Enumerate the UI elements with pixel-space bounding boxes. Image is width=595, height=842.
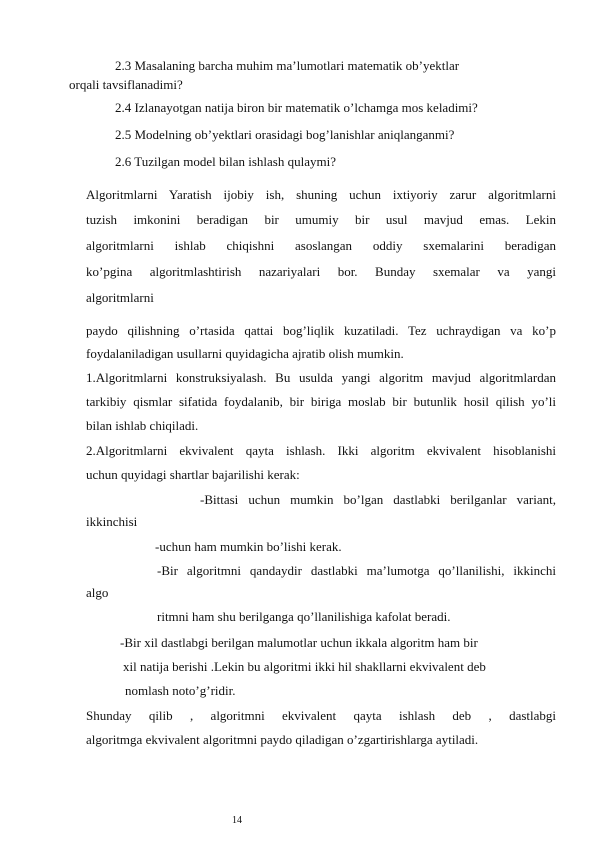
intro-line-2: tuzish imkonini beradigan bir umumiy bir usul mavjud emas. Lekin bbox=[86, 212, 556, 227]
question-2-3-cont: orqali tavsiflanadimi? bbox=[69, 77, 183, 92]
item2-condition-1: -Bittasi uchun mumkin bo’lgan dastlabki berilganlar variant, bbox=[200, 492, 556, 507]
intro-line-6: paydo qilishning o’rtasida qattai bog’liqlik kuzatiladi. Tez uchraydigan va ko’p bbox=[86, 323, 556, 338]
item2-condition-1-cont: ikkinchisi bbox=[86, 514, 138, 529]
item2-condition-2-end: ritmni ham shu berilganga qo’llanilishiga kafolat beradi. bbox=[157, 609, 451, 624]
item2-condition-3-cont: xil natija berishi .Lekin bu algoritmi ikki hil shakllarni ekvivalent deb bbox=[123, 659, 486, 674]
item1-line-2: tarkibiy qismlar sifatida foydalanib, bir biriga moslab bir butunlik hosil qilish yo’li bbox=[86, 394, 556, 409]
intro-line-4: ko’pgina algoritmlashtirish nazariyalari bor. Bunday sxemalar va yangi bbox=[86, 264, 556, 279]
item2-condition-2: -Bir algoritmni qandaydir dastlabki ma’lumotga qo’llanilishi, ikkinchi bbox=[157, 563, 556, 578]
item1-line-3: bilan ishlab chiqiladi. bbox=[86, 418, 199, 433]
item2-condition-3-end: nomlash noto’g’ridir. bbox=[125, 683, 236, 698]
item2-condition-1-end: -uchun ham mumkin bo’lishi kerak. bbox=[155, 539, 342, 554]
question-2-5: 2.5 Modelning ob’yektlari orasidagi bog’lanishlar aniqlanganmi? bbox=[115, 127, 455, 142]
item2-line-1: 2.Algoritmlarni ekvivalent qayta ishlash. Ikki algoritm ekvivalent hisoblanishi bbox=[86, 443, 556, 458]
question-2-3: 2.3 Masalaning barcha muhim ma’lumotlari matematik ob’yektlar bbox=[115, 58, 460, 73]
question-2-4: 2.4 Izlanayotgan natija biron bir matematik o’lchamga mos keladimi? bbox=[115, 100, 478, 115]
item1-line-1: 1.Algoritmlarni konstruksiyalash. Bu usulda yangi algoritm mavjud algoritmlardan bbox=[86, 370, 556, 385]
intro-line-1: Algoritmlarni Yaratish ijobiy ish, shuning uchun ixtiyoriy zarur algoritmlarni bbox=[86, 187, 556, 202]
intro-line-3: algoritmlarni ishlab chiqishni asoslangan oddiy sxemalarini beradigan bbox=[86, 238, 556, 253]
conclusion-line-1: Shunday qilib , algoritmni ekvivalent qayta ishlash deb , dastlabgi bbox=[86, 708, 556, 723]
item2-condition-2-cont: algo bbox=[86, 585, 109, 600]
intro-line-7: foydalaniladigan usullarni quyidagicha ajratib olish mumkin. bbox=[86, 346, 404, 361]
intro-line-5: algoritmlarni bbox=[86, 290, 154, 305]
item2-condition-3: -Bir xil dastlabgi berilgan malumotlar uchun ikkala algoritm ham bir bbox=[120, 635, 478, 650]
item2-line-2: uchun quyidagi shartlar bajarilishi kerak: bbox=[86, 467, 300, 482]
conclusion-line-2: algoritmga ekvivalent algoritmni paydo qiladigan o’zgartirishlarga aytiladi. bbox=[86, 732, 479, 747]
question-2-6: 2.6 Tuzilgan model bilan ishlash qulaymi? bbox=[115, 154, 336, 169]
page-number: 14 bbox=[232, 815, 242, 826]
